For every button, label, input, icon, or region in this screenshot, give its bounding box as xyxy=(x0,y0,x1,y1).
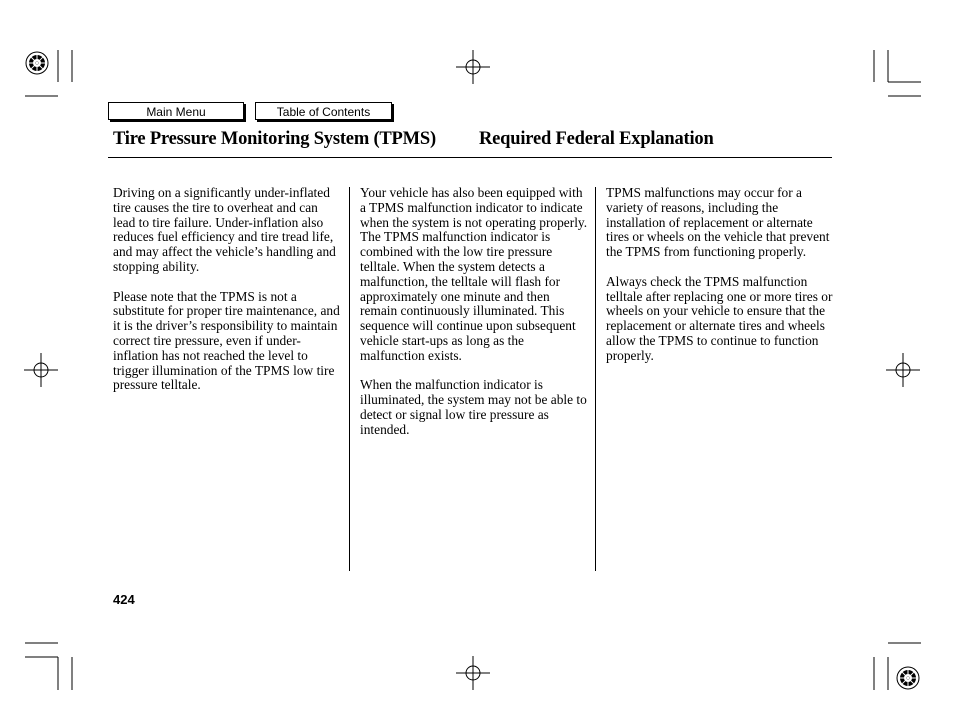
paragraph: Driving on a significantly under-inflated tire causes the tire to overheat and can lead to tire failure. Under-inflation also reduces fuel efficiency and tire tread life, and may affect the vehicle’s handling and stopping ability. xyxy=(113,185,336,274)
paragraph: Always check the TPMS malfunction telltale after replacing one or more tires or wheels on your vehicle to ensure that the replacement or alternate tires and wheels allow the TPMS to continue to function properly. xyxy=(606,273,833,363)
column-divider xyxy=(349,187,350,571)
text-column-3 xyxy=(606,186,834,378)
paragraph: When the malfunction indicator is illuminated, the system may not be able to detect or signal low tire pressure as intended. xyxy=(360,377,587,437)
paragraph: TPMS malfunctions may occur for a variety of reasons, including the installation of replacement or alternate tires or wheels on the vehicle that prevent the TPMS from functioning properly. xyxy=(606,185,830,260)
text-column-1 xyxy=(113,186,341,408)
subsection-title: Required Federal Explanation xyxy=(479,129,714,149)
header-rule xyxy=(108,157,832,158)
page-number: 424 xyxy=(113,592,135,607)
main-menu-button[interactable]: Main Menu xyxy=(108,102,244,120)
section-title: Tire Pressure Monitoring System (TPMS) xyxy=(113,129,436,149)
column-divider xyxy=(595,187,596,571)
text-column-2 xyxy=(360,186,588,452)
paragraph: Your vehicle has also been equipped with a TPMS malfunction indicator to indicate when the system is not operating properly. The TPMS malfunction indicator is combined with the low tire pressure telltale. When the system detects a malfunction, the telltale will flash for approximately one minute and then remain continuously illuminated. This sequence will continue upon subsequent vehicle start-ups as long as the malfunction exists. xyxy=(360,185,588,363)
table-of-contents-button[interactable]: Table of Contents xyxy=(255,102,392,120)
paragraph: Please note that the TPMS is not a substitute for proper tire maintenance, and it is the driver’s responsibility to maintain correct tire pressure, even if under-inflation has not reached the level to trigger illumination of the TPMS low tire pressure telltale. xyxy=(113,288,340,393)
